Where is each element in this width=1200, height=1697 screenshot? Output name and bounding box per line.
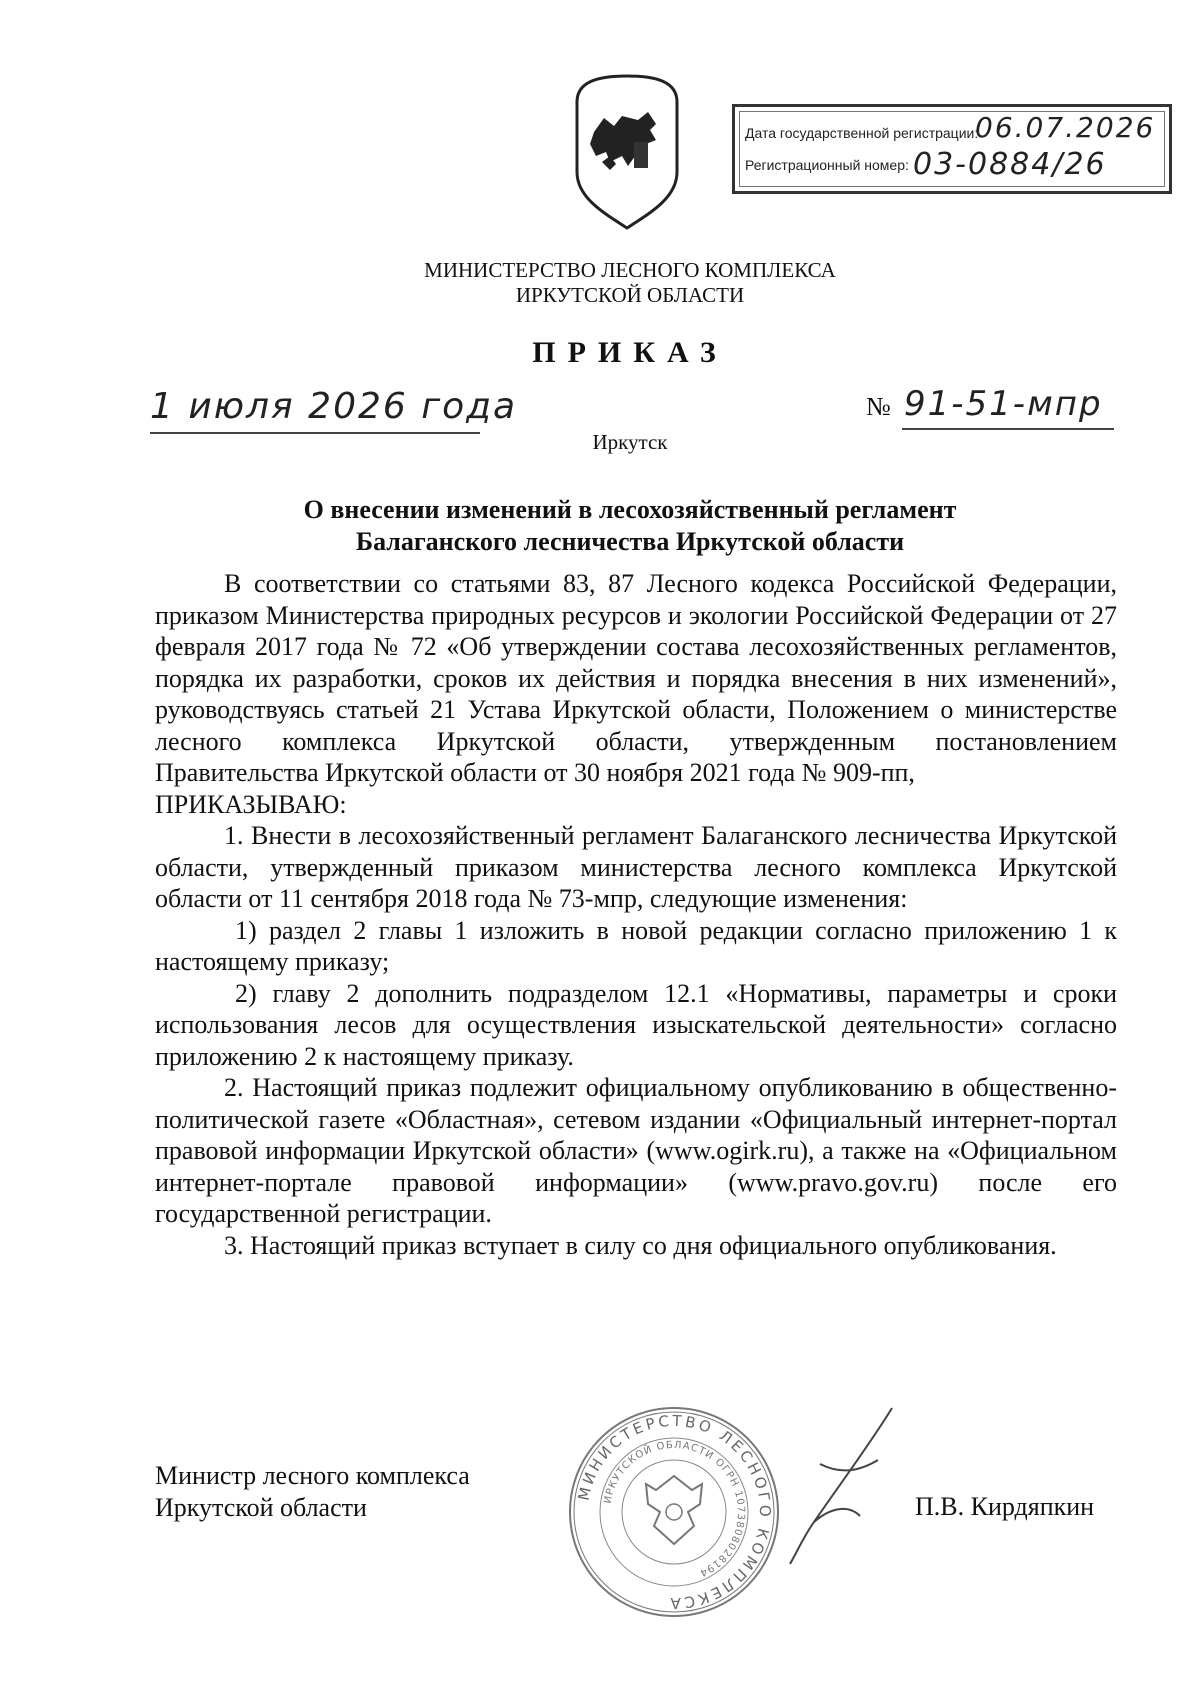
city: Иркутск bbox=[592, 430, 668, 454]
seal-outer-text: МИНИСТЕРСТВО ЛЕСНОГО КОМПЛЕКСА bbox=[574, 1411, 775, 1613]
signatory-position bbox=[155, 1460, 470, 1523]
order-date: 1 июля 2026 года bbox=[150, 386, 518, 427]
registration-number-label: Регистрационный номер: bbox=[745, 157, 909, 173]
order-number: 91-51-мпр bbox=[904, 384, 1103, 424]
title-line-2: Балаганского лесничества Иркутской области bbox=[355, 527, 905, 556]
signature-icon bbox=[760, 1404, 920, 1574]
document-title bbox=[0, 494, 1200, 558]
item-3: 3. Настоящий приказ вступает в силу со дня официального опубликования. bbox=[224, 1230, 1057, 1260]
document-type: ПРИКАЗ bbox=[532, 336, 728, 369]
item-1: 1. Внести в лесохозяйственный регламент Балаганского лесничества Иркутской области, утвержденный приказом министерства лесного комплекса Иркутской области от 11 сентября 2018 года № 73-мпр, следующие изменения: bbox=[155, 821, 1117, 913]
svg-text:ИРКУТСКОЙ ОБЛАСТИ ОГРН 1073808 bbox=[603, 1440, 747, 1579]
preamble: В соответствии со статьями 83, 87 Лесного кодекса Российской Федерации, приказом Министерства природных ресурсов и экологии Российской Федерации от 27 февраля 2017 года № 72 «Об утверждении состава лесохозяйственных регламентов, порядка их разработки, сроков их действия и порядка внесения в них изменений», руководствуясь статьей 21 Устава Иркутской области, Положением о министерстве лесного комплекса Иркутской области, утвержденным постановлением Правительства Иркутской области от 30 ноября 2021 года № 909-пп, bbox=[155, 569, 1117, 787]
document-body bbox=[155, 568, 1117, 1261]
item-1-1: 1) раздел 2 главы 1 изложить в новой редакции согласно приложению 1 к настоящему приказу; bbox=[155, 915, 1117, 976]
registration-stamp bbox=[732, 104, 1172, 194]
registration-date-value: 06.07.2026 bbox=[975, 111, 1156, 144]
ministry-line-2: ИРКУТСКОЙ ОБЛАСТИ bbox=[515, 283, 745, 307]
coat-of-arms-icon bbox=[572, 72, 682, 232]
signatory-name: П.В. Кирдяпкин bbox=[915, 1492, 1095, 1521]
official-seal-icon bbox=[566, 1404, 782, 1620]
position-line-1: Министр лесного комплекса bbox=[155, 1461, 470, 1490]
title-line-1: О внесении изменений в лесохозяйственный регламент bbox=[303, 495, 957, 524]
item-1-2: 2) главу 2 дополнить подразделом 12.1 «Нормативы, параметры и сроки использования лесов для осуществления изыскательской деятельности» согласно приложению 2 к настоящему приказу. bbox=[155, 978, 1117, 1071]
position-line-2: Иркутской области bbox=[155, 1492, 367, 1522]
ministry-line-1: МИНИСТЕРСТВО ЛЕСНОГО КОМПЛЕКСА bbox=[424, 258, 836, 282]
registration-date-label: Дата государственной регистрации: bbox=[745, 125, 979, 141]
item-2: 2. Настоящий приказ подлежит официальному опубликованию в общественно-политической газете «Областная», сетевом издании «Официальный интернет-портал правовой информации Иркутской области» (www.ogirk.ru), а также на «Официальном интернет-портале правовой информации» (www.pravo.gov.ru) после его государственной регистрации. bbox=[155, 1073, 1117, 1228]
ministry-name bbox=[0, 258, 1200, 308]
registration-number-value: 03-0884/26 bbox=[913, 147, 1107, 182]
seal-inner-text: ИРКУТСКОЙ ОБЛАСТИ ОГРН 1073808028194 bbox=[602, 1439, 747, 1579]
order-directive: ПРИКАЗЫВАЮ: bbox=[155, 789, 347, 819]
number-sign: № bbox=[866, 392, 891, 421]
